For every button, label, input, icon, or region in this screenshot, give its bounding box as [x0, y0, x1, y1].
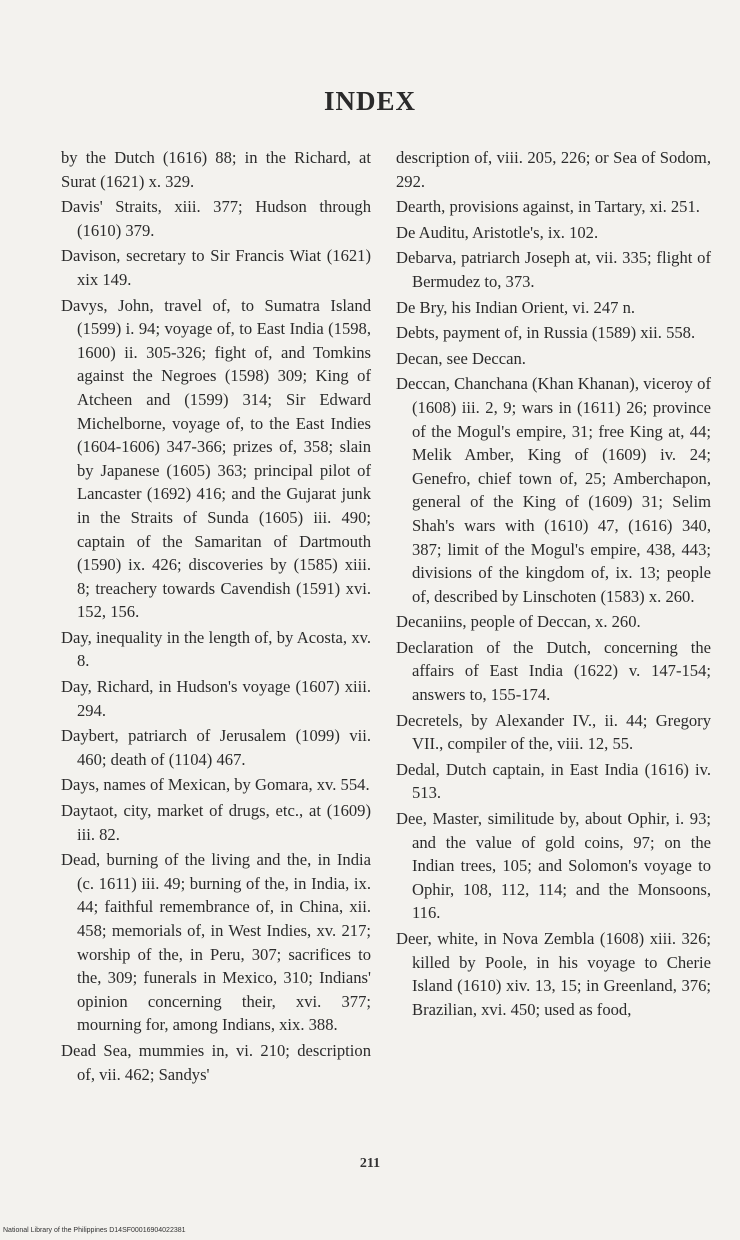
index-column-left: [61, 146, 371, 1088]
index-entry: Davys, John, travel of, to Sumatra Island (1599) i. 94; voyage of, to East India (1598, 1600) ii. 305-326; fight of, and Tomkins against the Negroes (1598) 309; King of Atcheen and (1599) 314; Sir Edward Michelborne, voyage of, to the East Indies (1604-1606) 347-366; prizes of, 358; slain by Japanese (1605) 363; principal pilot of Lancaster (1692) 416; and the Gujarat junk in the Straits of Sunda (1605) iii. 490; captain of the Samaritan of Dartmouth (1590) ix. 426; discoveries by (1585) xiii. 8; treachery towards Cavendish (1591) xvi. 152, 156.: [61, 295, 371, 622]
index-entry: Deer, white, in Nova Zembla (1608) xiii. 326; killed by Poole, in his voyage to Cherie Island (1610) xiv. 13, 15; in Greenland, 376; Brazilian, xvi. 450; used as food,: [396, 929, 711, 1019]
index-entry: Decan, see Deccan.: [396, 348, 526, 368]
index-entry: Daytaot, city, market of drugs, etc., at (1609) iii. 82.: [61, 801, 371, 844]
index-entry: Day, inequality in the length of, by Acosta, xv. 8.: [61, 627, 371, 671]
index-entry: De Bry, his Indian Orient, vi. 247 n.: [396, 297, 636, 317]
index-entry: Declaration of the Dutch, concerning the affairs of East India (1622) v. 147-154; answers to, 155-174.: [396, 637, 711, 705]
index-entry: Dearth, provisions against, in Tartary, xi. 251.: [396, 197, 700, 217]
index-entry: Dedal, Dutch captain, in East India (1616) iv. 513.: [396, 759, 711, 803]
index-entry: Davison, secretary to Sir Francis Wiat (1621) xix 149.: [61, 246, 371, 289]
index-entry: Dee, Master, similitude by, about Ophir, i. 93; and the value of gold coins, 97; on the Indian trees, 105; and Solomon's voyage to Ophir, 108, 112, 114; and the Monsoons, 116.: [396, 809, 711, 923]
index-entry: Debts, payment of, in Russia (1589) xii. 558.: [396, 323, 696, 343]
index-entry: Daybert, patriarch of Jerusalem (1099) vii. 460; death of (1104) 467.: [61, 726, 371, 769]
footer-credit: National Library of the Philippines D14SF00016904022381: [3, 1227, 186, 1234]
index-entry: description of, viii. 205, 226; or Sea of Sodom, 292.: [396, 148, 711, 191]
index-entry: Decretels, by Alexander IV., ii. 44; Gregory VII., compiler of the, viii. 12, 55.: [396, 710, 711, 754]
index-entry: Day, Richard, in Hudson's voyage (1607) xiii. 294.: [61, 677, 371, 720]
index-entry: De Auditu, Aristotle's, ix. 102.: [396, 222, 599, 242]
page-number: 211: [359, 1156, 381, 1171]
index-column-right: [396, 146, 711, 1023]
page-title: INDEX: [323, 86, 416, 116]
index-entry: Debarva, patriarch Joseph at, vii. 335; flight of Bermudez to, 373.: [396, 248, 711, 291]
index-entry: Dead, burning of the living and the, in India (c. 1611) iii. 49; burning of the, in India, ix. 44; faithful remembrance of, in China, xii. 458; memorials of, in West Indies, xv. 217; worship of the, in Peru, 307; sacrifices to the, 309; funerals in Mexico, 310; Indians' opinion concerning their, xvi. 377; mourning for, among Indians, xix. 388.: [61, 850, 371, 1035]
index-entry: Dead Sea, mummies in, vi. 210; description of, vii. 462; Sandys': [61, 1040, 371, 1084]
index-entry: by the Dutch (1616) 88; in the Richard, at Surat (1621) x. 329.: [61, 148, 371, 191]
index-entry: Days, names of Mexican, by Gomara, xv. 554.: [61, 775, 370, 795]
index-entry: Deccan, Chanchana (Khan Khanan), viceroy of (1608) iii. 2, 9; wars in (1611) 26; province of the Mogul's empire, 31; free King at, 44; Melik Amber, King of (1609) iv. 24; Genefro, chief town of, 25; Amberchapon, general of the King of (1609) 31; Selim Shah's wars with (1610) 47, (1616) 340, 387; limit of the Mogul's empire, 438, 443; divisions of the kingdom of, ix. 13; people of, described by Linschoten (1583) x. 260.: [396, 374, 711, 606]
index-entry: Decaniins, people of Deccan, x. 260.: [396, 612, 641, 632]
index-entry: Davis' Straits, xiii. 377; Hudson through (1610) 379.: [61, 197, 371, 240]
